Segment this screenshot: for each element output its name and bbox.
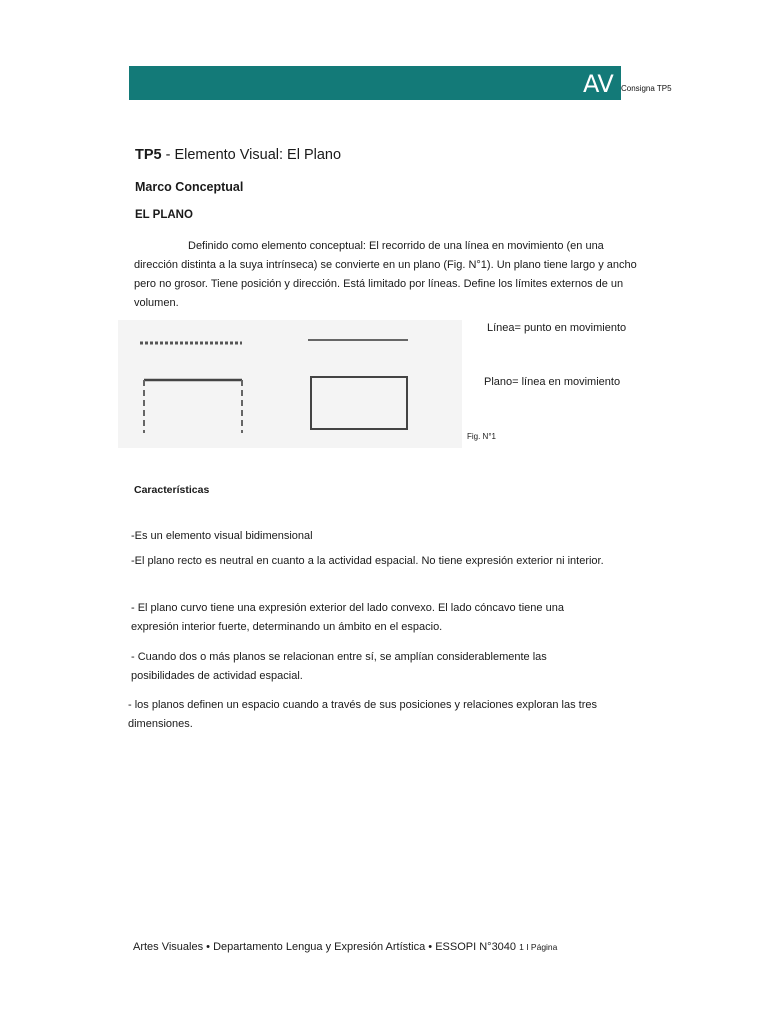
title-rest: - Elemento Visual: El Plano <box>161 147 342 163</box>
page-number: 1 I Página <box>519 942 558 952</box>
header-logo: AV <box>583 70 614 98</box>
caracteristicas-heading: Características <box>134 484 210 496</box>
footer-text: Artes Visuales • Departamento Lengua y Expresión Artística • ESSOPI N°3040 <box>133 941 517 953</box>
list-item: - Cuando dos o más planos se relacionan entre sí, se amplían considerablemente las posibilidades de actividad espacial. <box>131 651 547 682</box>
section-plano: EL PLANO <box>135 209 193 221</box>
list-item: -Es un elemento visual bidimensional <box>131 530 313 542</box>
figure-label-linea: Línea= punto en movimiento <box>487 322 627 334</box>
page-title <box>135 147 341 163</box>
header-consigna: Consigna TP5 <box>621 84 672 93</box>
figure-caption: Fig. N°1 <box>467 432 496 441</box>
title-bold: TP5 <box>135 147 162 163</box>
figure-drawing <box>118 320 462 448</box>
list-item: - El plano curvo tiene una expresión exterior del lado convexo. El lado cóncavo tiene una expresión interior fuerte, determinando un ámbito en el espacio. <box>131 602 564 633</box>
section-marco: Marco Conceptual <box>135 180 244 194</box>
header-bar <box>129 66 621 100</box>
footer <box>133 941 557 953</box>
figure-label-plano: Plano= línea en movimiento <box>484 376 621 388</box>
list-item: -El plano recto es neutral en cuanto a la actividad espacial. No tiene expresión exterior ni interior. <box>131 555 604 567</box>
intro-paragraph: Definido como elemento conceptual: El recorrido de una línea en movimiento (en una dirección distinta a la suya intrínseca) se convierte en un plano (Fig. N°1). Un plano tiene largo y ancho pero no grosor. Tiene posición y dirección. Está limitado por líneas. Define los límites externos de un volumen. <box>134 240 637 309</box>
list-item: - los planos definen un espacio cuando a través de sus posiciones y relaciones exploran las tres dimensiones. <box>128 699 597 730</box>
figure-plano <box>118 320 462 448</box>
figure-background <box>118 320 462 448</box>
